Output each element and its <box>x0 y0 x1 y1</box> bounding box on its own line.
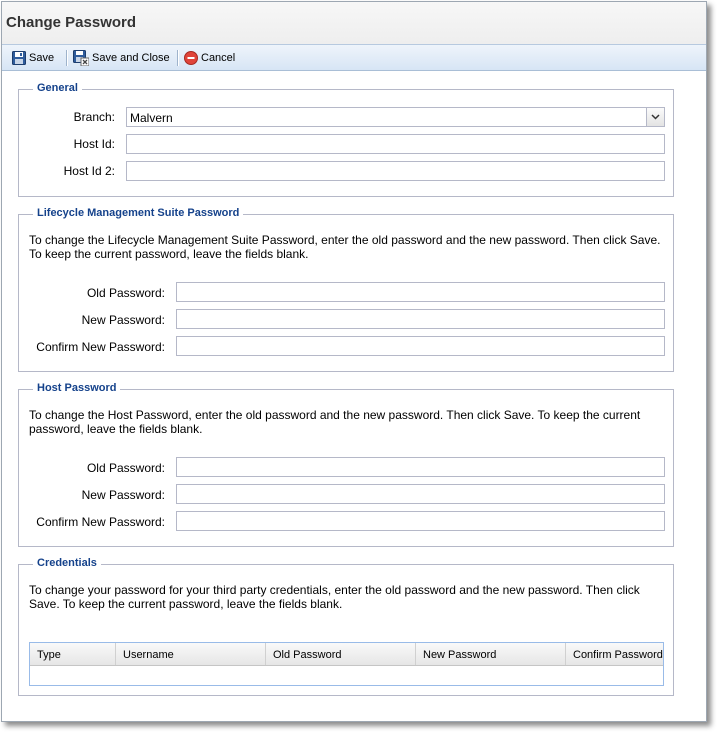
toolbar-separator <box>66 50 68 66</box>
general-legend: General <box>33 82 82 94</box>
form-body <box>2 71 706 721</box>
chevron-down-icon <box>651 114 660 120</box>
host-old-password-input[interactable] <box>176 457 665 477</box>
lms-new-password-input[interactable] <box>176 309 665 329</box>
save-and-close-button[interactable] <box>73 49 170 67</box>
column-header-type[interactable]: Type <box>30 643 116 665</box>
host-password-fieldset <box>18 382 674 547</box>
floppy-disk-icon <box>12 51 26 65</box>
toolbar <box>2 44 706 71</box>
cancel-button-label: Cancel <box>201 52 236 64</box>
save-and-close-label: Save and Close <box>92 52 170 64</box>
lms-password-legend: Lifecycle Management Suite Password <box>33 207 243 219</box>
branch-select[interactable] <box>126 107 665 127</box>
host-id-label: Host Id: <box>73 137 115 151</box>
toolbar-separator <box>177 50 179 66</box>
branch-value: Malvern <box>130 111 173 125</box>
save-button[interactable] <box>12 49 54 67</box>
host-confirm-password-label: Confirm New Password: <box>36 515 165 529</box>
credentials-fieldset <box>18 557 674 696</box>
host-id-2-label: Host Id 2: <box>63 164 115 178</box>
branch-label: Branch: <box>73 110 115 124</box>
host-old-password-label: Old Password: <box>86 461 165 475</box>
column-header-confirm-password[interactable]: Confirm Password <box>573 649 663 661</box>
credentials-legend: Credentials <box>33 557 101 569</box>
lms-confirm-password-input[interactable] <box>176 336 665 356</box>
window-title: Change Password <box>6 14 137 31</box>
host-id-2-input[interactable] <box>126 161 665 181</box>
branch-dropdown-trigger[interactable] <box>646 108 664 126</box>
host-password-description: To change the Host Password, enter the old password and the new password. Then click Save. To keep the current password, leave the fields blank. <box>29 408 641 436</box>
column-header-old-password[interactable]: Old Password <box>266 643 416 665</box>
lms-old-password-label: Old Password: <box>86 286 165 300</box>
change-password-window <box>1 1 707 722</box>
lms-password-fieldset <box>18 207 674 372</box>
credentials-grid-body <box>30 665 663 685</box>
save-close-icon <box>73 50 89 66</box>
lms-confirm-password-label: Confirm New Password: <box>36 340 165 354</box>
column-header-new-password[interactable]: New Password <box>416 643 566 665</box>
lms-new-password-label: New Password: <box>81 313 165 327</box>
lms-password-description: To change the Lifecycle Management Suite Password, enter the old password and the new password. Then click Save. To keep the current password, leave the fields blank. <box>29 233 661 261</box>
credentials-description: To change your password for your third party credentials, enter the old password and the new password. Then click Save. To keep the current password, leave the fields blank. <box>29 583 640 611</box>
title-bar <box>2 2 706 44</box>
lms-old-password-input[interactable] <box>176 282 665 302</box>
host-password-legend: Host Password <box>33 382 120 394</box>
host-new-password-input[interactable] <box>176 484 665 504</box>
cancel-button[interactable] <box>184 49 235 67</box>
host-confirm-password-input[interactable] <box>176 511 665 531</box>
save-button-label: Save <box>29 52 55 64</box>
general-fieldset <box>18 82 674 197</box>
host-new-password-label: New Password: <box>81 488 165 502</box>
host-id-input[interactable] <box>126 134 665 154</box>
column-header-username[interactable]: Username <box>116 643 266 665</box>
credentials-grid <box>29 642 664 686</box>
credentials-grid-header <box>30 643 663 666</box>
cancel-icon <box>184 51 198 65</box>
